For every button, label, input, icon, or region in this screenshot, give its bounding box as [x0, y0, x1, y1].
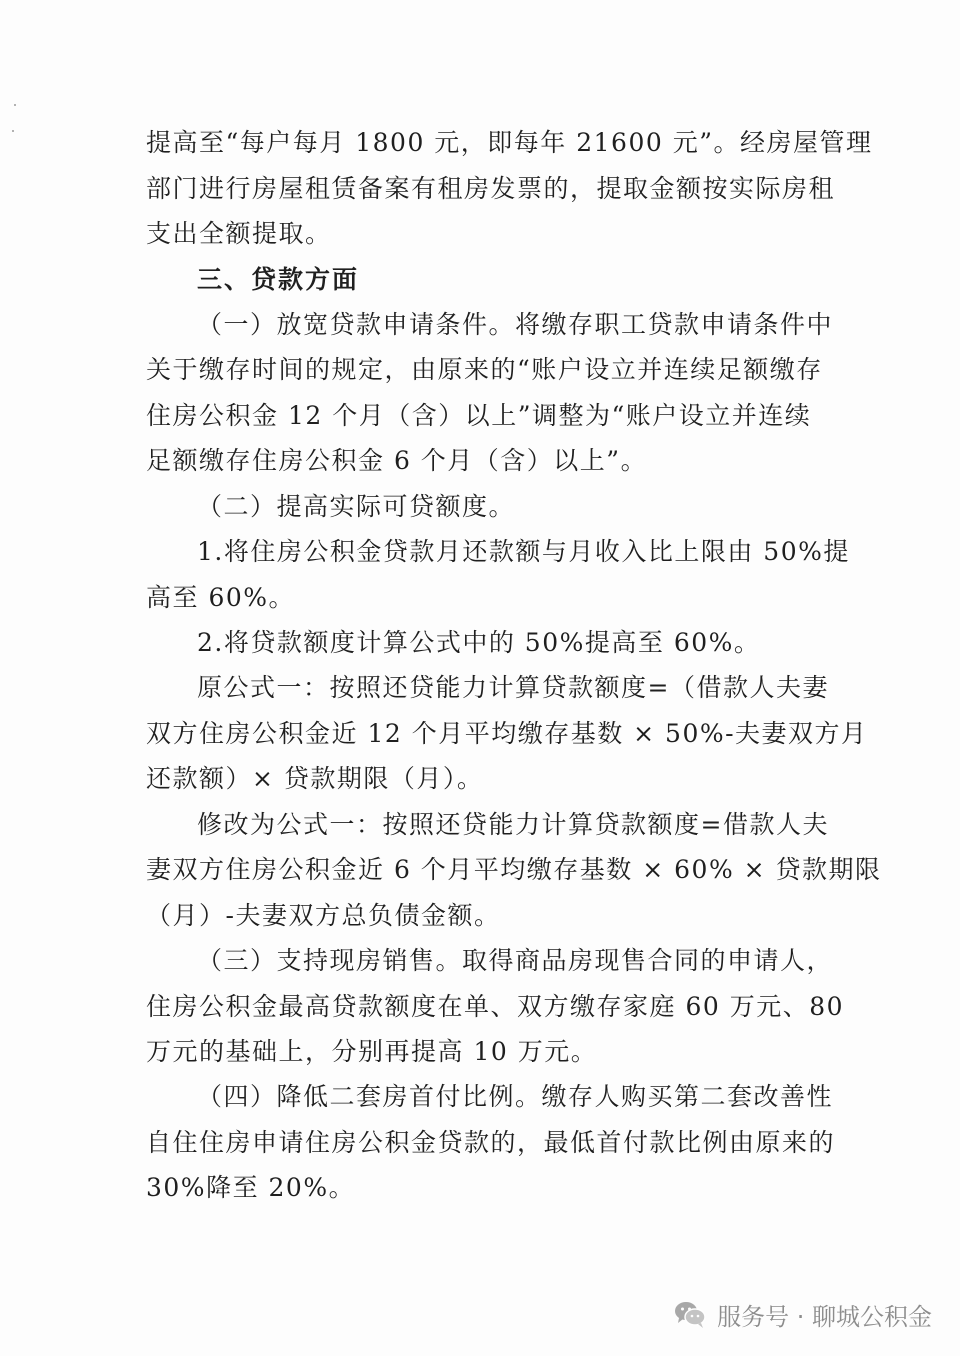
body-line: （三）支持现房销售。取得商品房现售合同的申请人，	[197, 946, 834, 975]
body-line: 部门进行房屋租赁备案有租房发票的，提取金额按实际房租	[146, 174, 836, 203]
body-line: 修改为公式一：按照还贷能力计算贷款额度=借款人夫	[197, 810, 829, 839]
body-line: 30%降至 20%。	[146, 1173, 356, 1202]
body-line: （一）放宽贷款申请条件。将缴存职工贷款申请条件中	[197, 310, 834, 339]
body-line: 高至 60%。	[146, 583, 296, 612]
body-line: （二）提高实际可贷额度。	[197, 492, 516, 521]
body-line: 还款额）× 贷款期限（月）。	[146, 764, 484, 793]
body-line: （四）降低二套房首付比例。缴存人购买第二套改善性	[197, 1082, 834, 1111]
wechat-icon	[673, 1297, 707, 1331]
scan-speck	[12, 130, 14, 132]
section-heading: 三、贷款方面	[197, 265, 360, 294]
body-line: 2.将贷款额度计算公式中的 50%提高至 60%。	[197, 628, 761, 657]
body-line: 住房公积金最高贷款额度在单、双方缴存家庭 60 万元、80	[146, 992, 845, 1021]
body-line: 双方住房公积金近 12 个月平均缴存基数 × 50%-夫妻双方月	[146, 719, 868, 748]
body-line: 万元的基础上，分别再提高 10 万元。	[146, 1037, 598, 1066]
body-line: 关于缴存时间的规定，由原来的“账户设立并连续足额缴存	[146, 355, 823, 384]
body-line: 足额缴存住房公积金 6 个月（含）以上”。	[146, 446, 648, 475]
body-line: 1.将住房公积金贷款月还款额与月收入比上限由 50%提	[197, 537, 850, 566]
scan-speck	[14, 104, 16, 106]
body-line: 自住住房申请住房公积金贷款的，最低首付款比例由原来的	[146, 1128, 836, 1157]
account-watermark	[673, 1294, 932, 1334]
body-line: 妻双方住房公积金近 6 个月平均缴存基数 × 60% × 贷款期限	[146, 855, 882, 884]
body-line: 支出全额提取。	[146, 219, 332, 248]
body-line: 住房公积金 12 个月（含）以上”调整为“账户设立并连续	[146, 401, 812, 430]
watermark-text: 服务号 · 聊城公积金	[717, 1302, 932, 1331]
body-line: （月）-夫妻双方总负债金额。	[146, 901, 501, 930]
body-line: 提高至“每户每月 1800 元，即每年 21600 元”。经房屋管理	[146, 128, 873, 157]
body-line: 原公式一：按照还贷能力计算贷款额度=（借款人夫妻	[197, 673, 829, 702]
